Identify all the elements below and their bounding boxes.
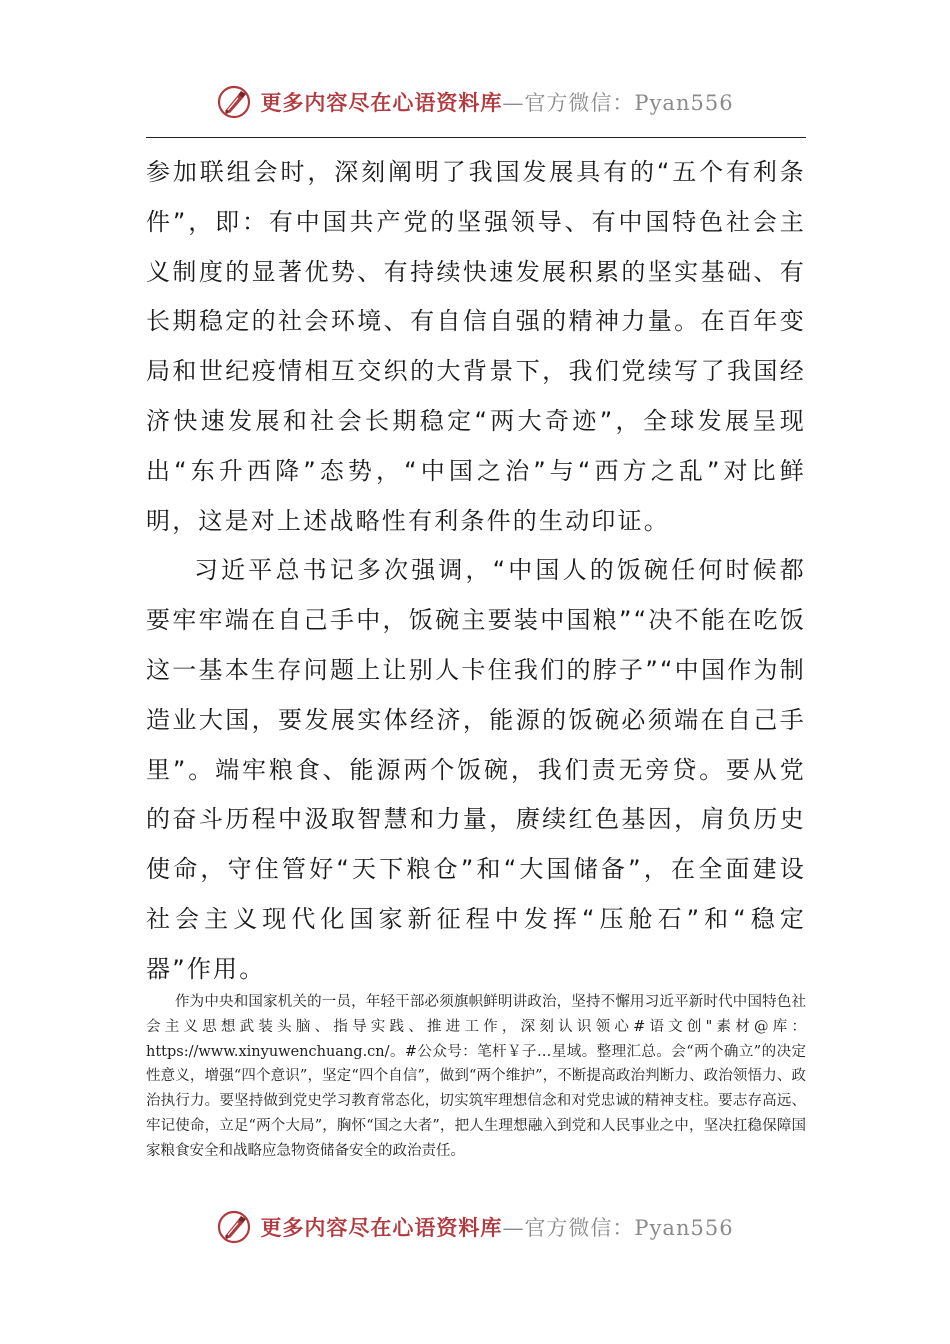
footnote-paragraph: 作为中央和国家机关的一员，年轻干部必须旗帜鲜明讲政治，坚持不懈用习近平新时代中国特色社会主义思想武装头脑、指导实践、推进工作，深刻认识领心#语文创"素材@库：https://www.xinyuwenchuang.cn/。#公众号：笔杆￥子…星域。整理汇总。会“两个确立”的决定性意义，增强“四个意识”，坚定“四个自信”，做到“两个维护”，不断提高政治判断力、政治领悟力、政治执行力。要坚持做到党史学习教育常态化，切实筑牢理想信念和对党忠诚的精神支柱。要志存高远、牢记使命，立足“两个大局”，胸怀“国之大者”，把人生理想融入到党和人民事业之中，坚决扛稳保障国家粮食安全和战略应急物资储备安全的政治责任。 bbox=[146, 994, 806, 1159]
header-banner bbox=[0, 84, 950, 120]
header-separator: — bbox=[502, 91, 525, 115]
header-divider bbox=[146, 137, 806, 138]
pen-nib-logo-icon bbox=[216, 1209, 252, 1245]
body-paragraph-2: 习近平总书记多次强调，“中国人的饭碗任何时候都要牢牢端在自己手中，饭碗主要装中国粮”“决不能在吃饭这一基本生存问题上让别人卡住我们的脖子”“中国作为制造业大国，要发展实体经济，能源的饭碗必须端在自己手里”。端牢粮食、能源两个饭碗，我们责无旁贷。要从党的奋斗历程中汲取智慧和力量，赓续红色基因，肩负历史使命，守住管好“天下粮仓”和“大国储备”，在全面建设社会主义现代化国家新征程中发挥“压舱石”和“稳定器”作用。 bbox=[146, 556, 806, 983]
document-body bbox=[146, 148, 806, 995]
footer-banner-text bbox=[260, 1212, 733, 1242]
pen-nib-logo-icon bbox=[216, 84, 252, 120]
header-official-text: 官方微信：Pyan556 bbox=[524, 91, 734, 115]
header-brand-text: 更多内容尽在心语资料库 bbox=[260, 90, 503, 115]
footer-separator: — bbox=[502, 1216, 525, 1240]
footer-banner bbox=[0, 1209, 950, 1245]
header-banner-text bbox=[260, 87, 733, 117]
body-paragraph-1: 参加联组会时，深刻阐明了我国发展具有的“五个有利条件”，即：有中国共产党的坚强领导、有中国特色社会主义制度的显著优势、有持续快速发展积累的坚实基础、有长期稳定的社会环境、有自信自强的精神力量。在百年变局和世纪疫情相互交织的大背景下，我们党续写了我国经济快速发展和社会长期稳定“两大奇迹”，全球发展呈现出“东升西降”态势，“中国之治”与“西方之乱”对比鲜明，这是对上述战略性有利条件的生动印证。 bbox=[146, 158, 806, 535]
footer-official-text: 官方微信：Pyan556 bbox=[524, 1216, 734, 1240]
footer-brand-text: 更多内容尽在心语资料库 bbox=[260, 1215, 503, 1240]
